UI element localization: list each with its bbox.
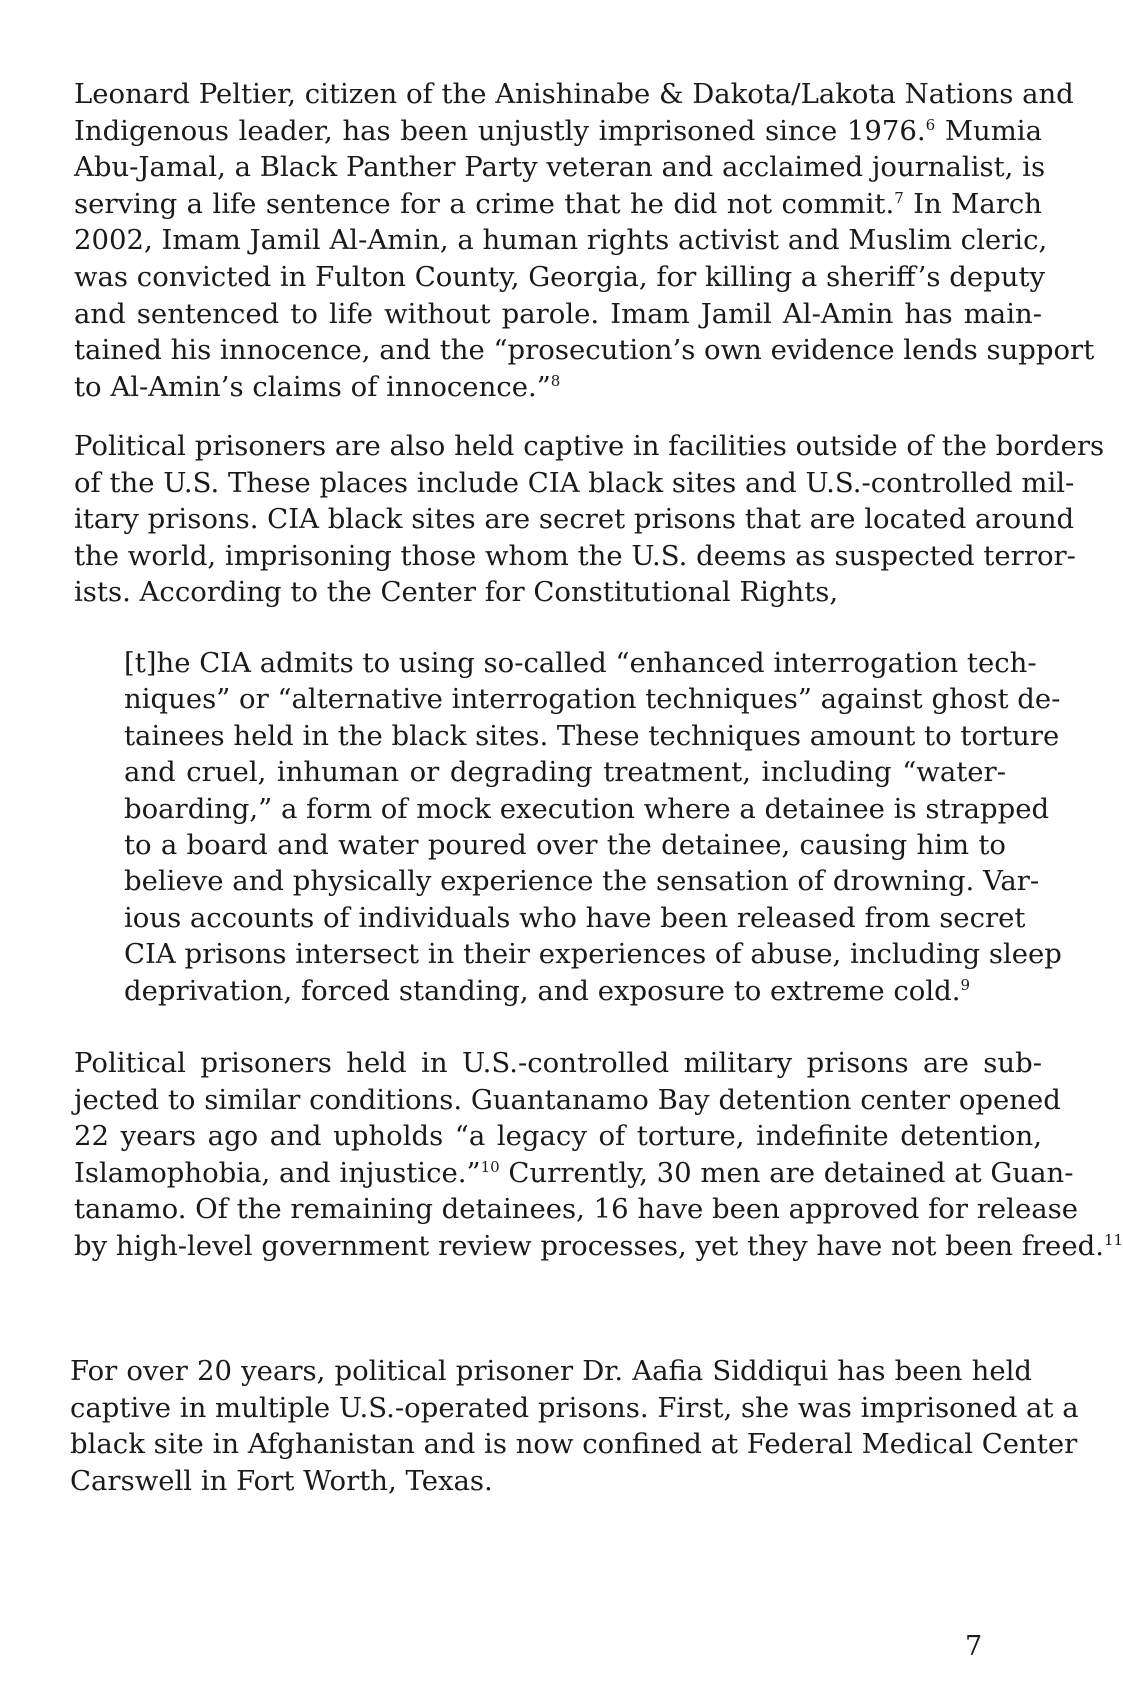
text-line: the world, imprisoning those whom the U.S. deems as suspected terror- <box>74 539 1076 572</box>
text-line: and cruel, inhuman or degrading treatment, including “water- <box>124 756 1006 789</box>
footnote-ref: 10 <box>480 1157 500 1176</box>
text-line <box>74 113 1042 150</box>
text-line: Political prisoners held in U.S.-controlled military prisons are sub- <box>74 1047 1042 1079</box>
text-line: ious accounts of individuals who have been released from secret <box>124 901 1026 934</box>
text-line: to a board and water poured over the detainee, causing him to <box>124 829 1006 862</box>
text-line <box>74 186 1042 223</box>
text-line: itary prisons. CIA black sites are secret prisons that are located around <box>74 503 1075 536</box>
text-line: CIA prisons intersect in their experiences of abuse, including sleep <box>124 938 1062 971</box>
text-line: of the U.S. These places include CIA black sites and U.S.-controlled mil- <box>74 466 1075 499</box>
text-run: Currently, 30 men are detained at Guan- <box>499 1156 1074 1189</box>
text-run: In March <box>903 187 1042 220</box>
text-line: and sentenced to life without parole. Imam Jamil Al-Amin has main- <box>74 297 1042 330</box>
footnote-ref: 11 <box>1103 1230 1123 1249</box>
text-run: to Al-Amin’s claims of innocence.” <box>74 370 551 403</box>
text-run: serving a life sentence for a crime that he did not commit. <box>74 187 895 220</box>
text-line: [t]he CIA admits to using so-called “enhanced interrogation tech- <box>124 647 1037 679</box>
text-line: tained his innocence, and the “prosecution’s own evidence lends support <box>74 334 1095 367</box>
text-line: jected to similar conditions. Guantanamo Bay detention center opened <box>74 1083 1061 1116</box>
text-line <box>74 1155 1074 1192</box>
page-number: 7 <box>965 1631 983 1662</box>
text-run: deprivation, forced standing, and exposure to extreme cold. <box>124 974 961 1007</box>
footnote-ref: 7 <box>894 188 904 207</box>
footnote-ref: 8 <box>550 371 561 390</box>
text-run: Islamophobia, and injustice.” <box>74 1156 481 1189</box>
text-line: black site in Afghanistan and is now confined at Federal Medical Center <box>70 1428 1078 1461</box>
text-line: 2002, Imam Jamil Al-Amin, a human rights activist and Muslim cleric, <box>74 224 1048 257</box>
block-quote-ccr <box>124 645 1062 1009</box>
text-run: Indigenous leader, has been unjustly imprisoned since 1976. <box>74 114 926 147</box>
paragraph-siddiqui <box>70 1353 1079 1499</box>
text-line: Leonard Peltier, citizen of the Anishinabe & Dakota/Lakota Nations and <box>74 78 1074 110</box>
footnote-ref: 9 <box>960 975 971 994</box>
paragraph-peltier <box>74 76 1095 405</box>
text-line: believe and physically experience the sensation of drowning. Var- <box>124 865 1040 898</box>
text-line: ists. According to the Center for Constitutional Rights, <box>74 576 839 609</box>
paragraph-guantanamo <box>74 1045 1123 1265</box>
text-run: Mumia <box>935 114 1042 147</box>
text-line: captive in multiple U.S.-operated prisons. First, she was imprisoned at a <box>70 1391 1079 1424</box>
text-line: tainees held in the black sites. These techniques amount to torture <box>124 719 1060 752</box>
text-line <box>74 369 1042 406</box>
text-line: Carswell in Fort Worth, Texas. <box>70 1464 493 1497</box>
text-line: tanamo. Of the remaining detainees, 16 have been approved for release <box>74 1193 1079 1226</box>
text-line: Political prisoners are also held captive in facilities outside of the borders <box>74 430 1105 462</box>
text-line: niques” or “alternative interrogation techniques” against ghost de- <box>124 683 1061 716</box>
text-line <box>124 973 1006 1009</box>
text-line: boarding,” a form of mock execution where a detainee is strapped <box>124 792 1050 825</box>
text-line: For over 20 years, political prisoner Dr. Aafia Siddiqui has been held <box>70 1355 1032 1387</box>
text-line: 22 years ago and upholds “a legacy of torture, indefinite detention, <box>74 1120 1042 1153</box>
text-line <box>74 1228 1123 1265</box>
text-line: was convicted in Fulton County, Georgia, for killing a sheriff’s deputy <box>74 260 1046 293</box>
text-line: Abu-Jamal, a Black Panther Party veteran and acclaimed journalist, is <box>74 151 1046 184</box>
text-run: by high-level government review processes, yet they have not been freed. <box>74 1229 1104 1262</box>
paragraph-black-sites <box>74 428 1105 611</box>
footnote-ref: 6 <box>925 115 936 134</box>
